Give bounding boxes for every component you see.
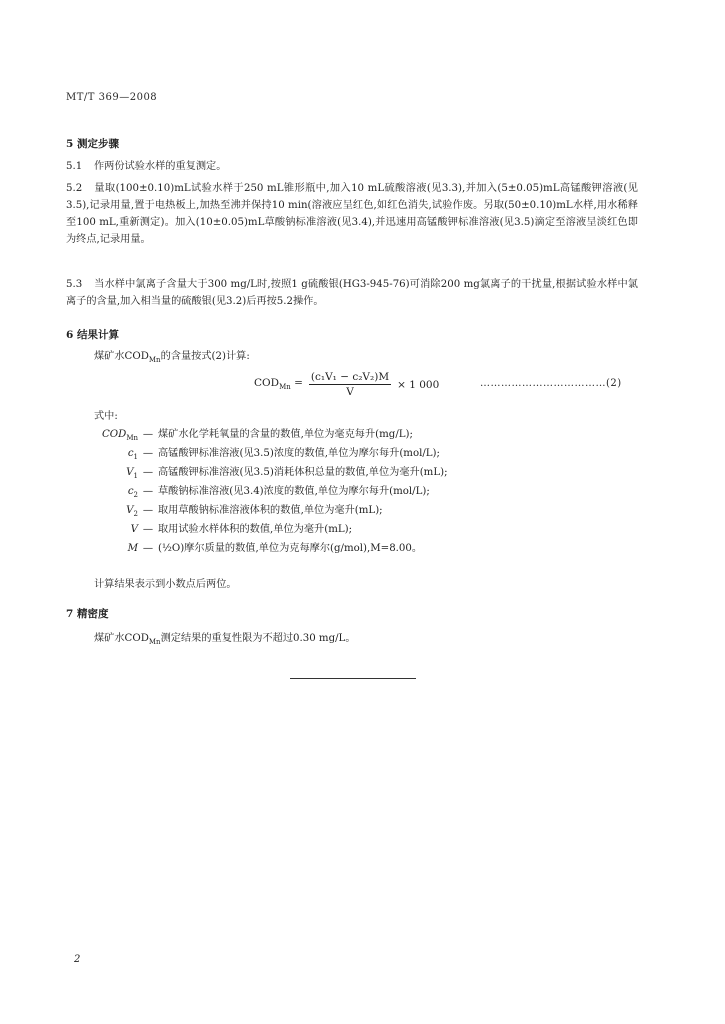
definition-symbol: $V_1$ <box>126 467 138 481</box>
para-5-3-text: 当水样中氯离子含量大于300 mg/L时,按照1 g硫酸银(HG3-945-76)可消除200 mg氯离子的干扰量,根据试验水样中氯离子的含量,加入相当量的硫酸银(见3.2)后再按5.2操作。 <box>66 279 638 307</box>
precision-text-start: 煤矿水COD <box>94 633 149 644</box>
para-5-2 <box>66 180 638 248</box>
para-5-3 <box>66 276 638 310</box>
definition-text: 取用试验水样体积的数值,单位为毫升(mL); <box>158 524 353 535</box>
rounding-note: 计算结果表示到小数点后两位。 <box>94 579 237 590</box>
formula-number: ………………………………(2) <box>480 378 622 389</box>
formula-lhs-text: COD <box>254 377 280 390</box>
formula-2 <box>254 371 439 398</box>
definition-row <box>94 483 448 502</box>
formula-tail: × 1 000 <box>397 378 440 391</box>
definition-text: 草酸钠标准溶液(见3.4)浓度的数值,单位为摩尔每升(mol/L); <box>158 486 430 497</box>
definition-text: 取用草酸钠标准溶液体积的数值,单位为毫升(mL); <box>158 505 383 516</box>
where-label: 式中: <box>94 411 118 422</box>
definition-symbol: $c_2$ <box>127 486 138 500</box>
definition-row <box>94 445 448 464</box>
definition-dash: — <box>142 467 154 478</box>
formula-denominator: V <box>346 386 354 398</box>
para-5-1 <box>66 158 638 175</box>
definition-symbol: $COD_{Mn}$ <box>101 429 138 443</box>
definition-row <box>94 540 448 566</box>
definition-dash: — <box>142 505 154 516</box>
definition-row <box>94 502 448 521</box>
definition-text: 高锰酸钾标准溶液(见3.5)浓度的数值,单位为摩尔每升(mol/L); <box>158 448 440 459</box>
definition-text: 高锰酸钾标准溶液(见3.5)消耗体积总量的数值,单位为毫升(mL); <box>158 467 448 478</box>
precision-text-sub: Mn <box>148 638 161 647</box>
end-rule <box>290 678 416 679</box>
definition-row <box>94 426 448 445</box>
definition-row <box>94 521 448 540</box>
definition-symbol: V <box>130 524 138 535</box>
definition-symbol: $V_2$ <box>126 505 138 519</box>
para-5-2-text: 量取(100±0.10)mL试验水样于250 mL锥形瓶中,加入10 mL硫酸溶液(见3.3),并加入(5±0.05)mL高锰酸钾溶液(见3.5),记录用量,置于电热板上,加热至沸并保持10 min(溶液应呈红色,如红色消失,试验作废。另取(50±0.10)mL水样,用水稀释至100 mL,重新测定)。加入(10±0.05)mL草酸钠标准溶液(见3.4),并迅速用高锰酸钾标准溶液(见3.5)滴定至溶液呈淡红色即为终点,记录用量。 <box>66 183 638 245</box>
formula-numerator: (c₁V₁ − c₂V₂)M <box>310 371 390 383</box>
definition-dash: — <box>142 543 154 554</box>
definition-dash: — <box>142 486 154 497</box>
precision-text-tail: 测定结果的重复性限为不超过0.30 mg/L。 <box>160 633 356 644</box>
para-5-2-number: 5.2 <box>66 183 83 194</box>
page-header: MT/T 369—2008 <box>66 92 158 103</box>
definition-dash: — <box>142 524 154 535</box>
definition-dash: — <box>142 429 154 440</box>
variable-definitions <box>94 426 448 566</box>
definition-symbol: $c_1$ <box>127 448 138 462</box>
precision-text <box>94 630 356 651</box>
section-6-title: 6 结果计算 <box>66 329 119 341</box>
para-5-1-text: 作两份试验水样的重复测定。 <box>94 161 227 172</box>
formula-lhs: $COD_{Mn}$ = <box>254 377 303 392</box>
para-5-1-number: 5.1 <box>66 161 83 172</box>
calc-intro-text: 煤矿水COD <box>94 351 149 362</box>
definition-dash: — <box>142 448 154 459</box>
formula-lhs-sub: Mn <box>279 383 291 392</box>
calc-intro-sub: Mn <box>148 356 161 365</box>
definition-text: 煤矿水化学耗氧量的含量的数值,单位为毫克每升(mg/L); <box>158 429 413 440</box>
definition-text: (½O)摩尔质量的数值,单位为克每摩尔(g/mol),M=8.00。 <box>158 543 423 554</box>
definition-symbol: M <box>127 543 138 554</box>
section-5-title: 5 测定步骤 <box>66 138 119 150</box>
definition-row <box>94 464 448 483</box>
calc-intro <box>94 348 250 369</box>
formula-fraction <box>309 371 391 398</box>
section-7-title: 7 精密度 <box>66 608 109 620</box>
para-5-3-number: 5.3 <box>66 279 83 290</box>
page-number: 2 <box>74 954 81 965</box>
calc-intro-tail: 的含量按式(2)计算: <box>160 351 250 362</box>
